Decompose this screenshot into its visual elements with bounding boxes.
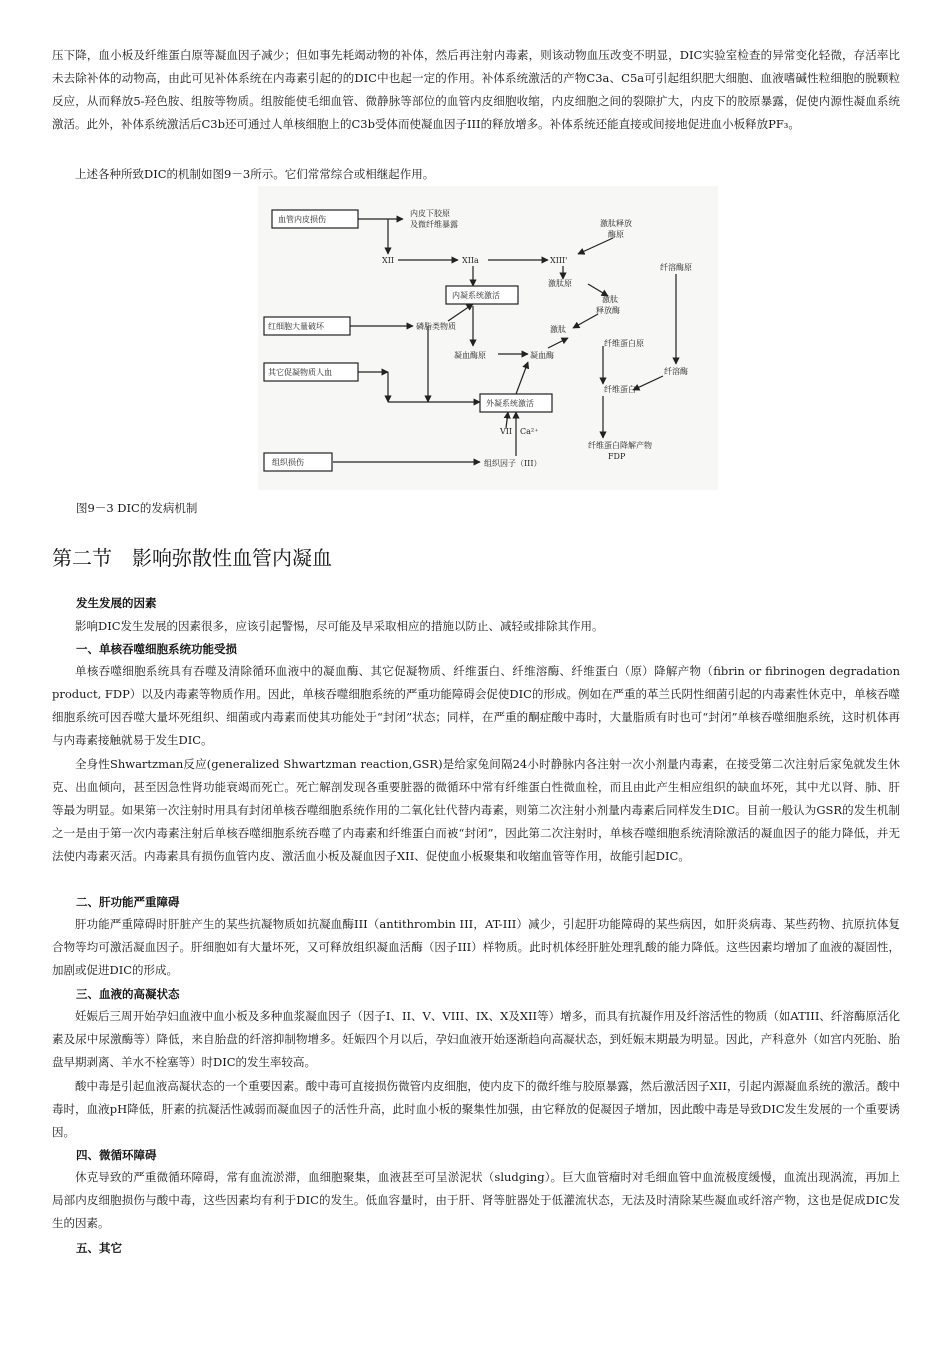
label-thrombin: 凝血酶 xyxy=(530,351,554,360)
label-xii: XII xyxy=(382,256,395,265)
dic-mechanism-figure xyxy=(258,186,718,490)
label-rbc: 红细胞大量破坏 xyxy=(268,322,324,331)
paragraph-mps-1: 单核吞噬细胞系统具有吞噬及清除循环血液中的凝血酶、其它促凝物质、纤维蛋白、纤维溶酶、纤维蛋白（原）降解产物（fibrin or fibrinogen degradation product, FDP）以及内毒素等物质作用。因此，单核吞噬细胞系统的严重功能障碍会促使DIC的形成。例如在严重的革兰氏阴性细菌引起的内毒素性休克中，单核吞噬细胞系统可因吞噬大量坏死组织、细菌或内毒素而使其功能处于“封闭”状态；同样，在严重的酮症酸中毒时，大量脂质有时也可“封闭”单核吞噬细胞系统，这时机体再与内毒素接触就易于发生DIC。 xyxy=(52,664,900,747)
label-kininogen: 激肽原 xyxy=(548,279,572,288)
label-ca: Ca²⁺ xyxy=(520,427,539,436)
label-fibrin: 纤维蛋白 xyxy=(604,385,636,394)
label-kinin-release: 激肽释放 xyxy=(600,219,632,228)
paragraph-complement: 压下降，血小板及纤维蛋白原等凝血因子减少；但如事先耗竭动物的补体，然后再注射内毒素，则该动物血压改变不明显，DIC实验室检查的异常变化轻微，存活率比未去除补体的动物高，由此可见补体系统在内毒素引起的的DIC中也起一定的作用。补体系统激活的产物C3a、C5a可引起组织肥大细胞、血液嗜碱性粒细胞的脱颗粒反应，从而释放5-羟色胺、组胺等物质。组胺能使毛细血管、微静脉等部位的血管内皮细胞收缩，内皮细胞之间的裂隙扩大，内皮下的胶原暴露，促使内源性凝血系统激活。此外，补体系统激活后C3b还可通过人单核细胞上的C3b受体而使凝血因子III的释放增多。补体系统还能直接或间接地促进血小板释放PF₃。 xyxy=(52,48,900,131)
figure-caption: 图9－3 DIC的发病机制 xyxy=(76,501,198,515)
paragraph-gsr: 全身性Shwartzman反应(generalized Shwartzman reaction,GSR)是给家兔间隔24小时静脉内各注射一次小剂量内毒素，在接受第二次注射后家兔就发生休克、出血倾向，甚至因急性肾功能衰竭而死亡。死亡解剖发现各重要脏器的微循环中常有纤维蛋白性微血栓，而且由此产生相应组织的缺血坏死，其中尤以肾、肺、肝等最为明显。如果第一次注射时用具有封闭单核吞噬细胞系统作用的二氧化钍代替内毒素，则第二次注射小剂量内毒素后同样发生DIC。目前一般认为GSR的发生机制之一是由于第一次内毒素注射后单核吞噬细胞系统吞噬了内毒素和纤维蛋白而被“封闭”，因此第二次注射时，单核吞噬细胞系统清除激活的凝血因子的能力降低，并无法使内毒素灭活。内毒素具有损伤血管内皮、激活血小板及凝血因子XII、促使血小板聚集和收缩血管等作用，故能引起DIC。 xyxy=(52,757,900,863)
label-xiip: XIII' xyxy=(550,256,568,265)
heading-liver: 二、肝功能严重障碍 xyxy=(76,895,180,909)
label-plasmin-pro: 纤溶酶原 xyxy=(660,263,692,272)
label-intrinsic: 内凝系统激活 xyxy=(452,291,500,300)
heading-microcirculation: 四、微循环障碍 xyxy=(76,1148,157,1162)
label-vessel-injury: 血管内皮损伤 xyxy=(278,215,326,224)
heading-hypercoag: 三、血液的高凝状态 xyxy=(76,987,180,1001)
factors-heading: 发生发展的因素 xyxy=(76,596,157,610)
label-vii: VII xyxy=(500,427,513,436)
label-prothrombin: 凝血酶原 xyxy=(454,351,486,360)
label-kinin-enz: 激肽 xyxy=(602,295,618,304)
label-fibrinogen: 纤维蛋白原 xyxy=(604,339,644,348)
paragraph-acidosis: 酸中毒是引起血液高凝状态的一个重要因素。酸中毒可直接损伤微管内皮细胞，使内皮下的微纤维与胶原暴露，然后激活因子XII，引起内源凝血系统的激活。酸中毒时，血液pH降低，肝素的抗凝活性减弱而凝血因子的活性升高，此时血小板的聚集性加强，由它释放的促凝因子增加，因此酸中毒是导致DIC发生发展的一个重要诱因。 xyxy=(52,1079,900,1139)
label-fdp2: FDP xyxy=(608,452,626,461)
label-kinin-enz2: 释放酶 xyxy=(596,306,620,315)
paragraph-pregnancy: 妊娠后三周开始孕妇血液中血小板及多种血浆凝血因子（因子I、II、V、VIII、IX、X及XII等）增多，而具有抗凝作用及纤溶活性的物质（如ATIII、纤溶酶原活化素及尿中尿激酶等）降低，来自胎盘的纤溶抑制物增多。妊娠四个月以后，孕妇血液开始逐渐趋向高凝状态，到妊娠末期最为明显。因此，产科意外（如宫内死胎、胎盘早期剥离、羊水不栓塞等）时DIC的发生率较高。 xyxy=(52,1009,900,1069)
label-fdp1: 纤维蛋白降解产物 xyxy=(588,441,652,450)
label-tissue-injury: 组织损伤 xyxy=(272,458,304,467)
paragraph-microcirculation: 休克导致的严重微循环障碍，常有血流淤滞，血细胞聚集，血液甚至可呈淤泥状（sludging）。巨大血管瘤时对毛细血管中血流极度缓慢，血流出现涡流，再加上局部内皮细胞损伤与酸中毒，这些因素均有利于DIC的发生。低血容量时，由于肝、肾等脏器处于低灌流状态，无法及时清除某些凝血或纤溶产物，这也是促成DIC发生的因素。 xyxy=(52,1170,900,1230)
section-title: 第二节 影响弥散性血管内凝血 xyxy=(52,546,332,570)
factors-paragraph: 影响DIC发生发展的因素很多，应该引起警惕，尽可能及早采取相应的措施以防止、减轻或排除其作用。 xyxy=(75,619,604,633)
label-subendo2: 及微纤维暴露 xyxy=(410,220,458,229)
label-xiia: XIIa xyxy=(462,256,479,265)
paragraph-figure-intro: 上述各种所致DIC的机制如图9－3所示。它们常常综合或相继起作用。 xyxy=(75,167,435,181)
label-extrinsic: 外凝系统激活 xyxy=(486,399,534,408)
label-phospholipid: 磷脂类物质 xyxy=(416,322,456,331)
label-kinin-release2: 酶原 xyxy=(608,230,624,239)
heading-other: 五、其它 xyxy=(76,1241,122,1255)
label-kinin: 激肽 xyxy=(550,325,566,334)
label-tissue-factor: 组织因子（III） xyxy=(484,459,542,468)
label-subendo: 内皮下胶原 xyxy=(410,209,450,218)
dic-mechanism-diagram xyxy=(258,186,718,490)
paragraph-liver: 肝功能严重障碍时肝脏产生的某些抗凝物质如抗凝血酶III（antithrombin III，AT-III）减少，引起肝功能障碍的某些病因，如肝炎病毒、某些药物、抗原抗体复合物等均可激活凝血因子。肝细胞如有大量坏死，又可释放组织凝血活酶（因子III）样物质。此时机体经肝脏处理乳酸的能力降低。这些因素均增加了血液的凝固性，加剧或促进DIC的形成。 xyxy=(52,917,900,977)
label-plasmin: 纤溶酶 xyxy=(664,367,688,376)
label-other: 其它促凝物质人血 xyxy=(268,368,332,377)
heading-mps-dysfunction: 一、单核吞噬细胞系统功能受损 xyxy=(76,642,237,656)
